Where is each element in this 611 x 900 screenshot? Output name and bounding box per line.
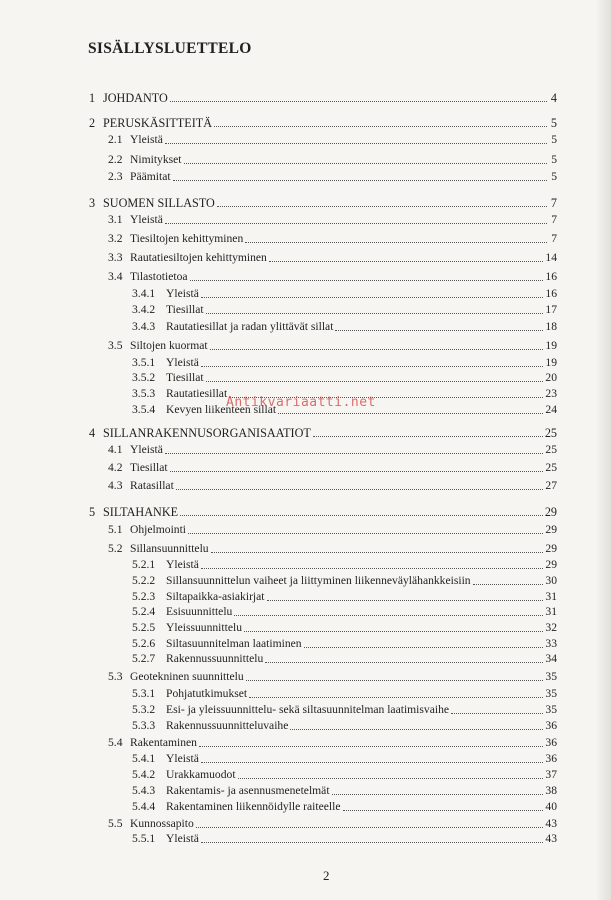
toc-leader-dots (245, 242, 547, 243)
toc-entry (132, 652, 557, 666)
toc-entry (108, 817, 557, 831)
toc-entry-page: 7 (551, 213, 557, 226)
page-number: 2 (323, 868, 330, 883)
toc-entry (132, 320, 557, 334)
toc-entry-page: 19 (545, 339, 557, 352)
toc-entry-page: 18 (545, 320, 557, 333)
toc-entry-number: 5.2.4 (132, 605, 156, 618)
watermark: Antikvariaatti.net (226, 395, 376, 410)
toc-leader-dots (304, 647, 544, 648)
toc-entry-number: 5 (89, 505, 96, 519)
toc-entry (132, 832, 557, 846)
toc-entry-page: 40 (545, 800, 557, 813)
toc-leader-dots (234, 615, 543, 616)
toc-entry-page: 35 (545, 703, 557, 716)
toc-entry-page: 5 (551, 153, 557, 166)
toc-entry-page: 5 (551, 133, 557, 146)
toc-entry-page: 16 (545, 270, 557, 283)
toc-entry-number: 4 (89, 426, 96, 440)
toc-entry-number: 3.4.2 (132, 303, 156, 316)
toc-entry-label: Esi- ja yleissuunnittelu- sekä siltasuunnitelman laatimisvaihe (166, 703, 450, 716)
toc-leader-dots (180, 515, 543, 516)
toc-entry (132, 752, 557, 766)
toc-entry (108, 736, 557, 750)
toc-entry-label: Rakentaminen (130, 736, 197, 749)
toc-entry (108, 133, 557, 147)
toc-entry-page: 7 (550, 196, 557, 210)
toc-entry-label: Yleistä (130, 443, 163, 456)
toc-entry-number: 5.4.1 (132, 752, 156, 765)
toc-entry-label: Yleistä (166, 356, 199, 369)
toc-entry-number: 3.2 (108, 232, 123, 245)
toc-leader-dots (244, 631, 543, 632)
toc-entry-number: 5.2.5 (132, 621, 156, 634)
toc-leader-dots (451, 713, 543, 714)
toc-entry (108, 670, 557, 684)
toc-leader-dots (206, 313, 544, 314)
toc-leader-dots (217, 206, 547, 207)
toc-entry (132, 800, 557, 814)
toc-leader-dots (184, 163, 547, 164)
toc-entry-label: Kevyen liikenteen sillat (166, 403, 277, 416)
toc-entry-page: 25 (545, 443, 557, 456)
toc-entry-number: 5.4.4 (132, 800, 156, 813)
toc-entry-number: 5.3.1 (132, 687, 156, 700)
toc-entry (132, 574, 557, 588)
toc-entry (132, 637, 557, 651)
toc-entry-number: 2.3 (108, 170, 123, 183)
toc-entry-page: 38 (545, 784, 557, 797)
toc-leader-dots (473, 584, 544, 585)
toc-leader-dots (249, 697, 543, 698)
toc-entry (108, 461, 557, 475)
toc-entry (132, 558, 557, 572)
page-title: SISÄLLYSLUETTELO (88, 40, 252, 57)
toc-entry-number: 5.2.6 (132, 637, 156, 650)
toc-leader-dots (190, 280, 544, 281)
toc-entry (89, 91, 557, 105)
toc-entry-label: Esisuunnittelu (166, 605, 233, 618)
toc-leader-dots (211, 552, 544, 553)
page-edge (597, 0, 611, 900)
toc-entry-label: SILLANRAKENNUSORGANISAATIOT (103, 426, 311, 440)
toc-entry (108, 270, 557, 284)
toc-entry (89, 505, 557, 519)
toc-entry-number: 5.4 (108, 736, 123, 749)
toc-entry-number: 5.2 (108, 542, 123, 555)
toc-entry-number: 3.4.3 (132, 320, 156, 333)
toc-entry-label: Siltojen kuormat (130, 339, 208, 352)
toc-entry-label: Ohjelmointi (130, 523, 187, 536)
toc-leader-dots (201, 762, 544, 763)
toc-leader-dots (278, 413, 543, 414)
toc-entry (89, 196, 557, 210)
toc-entry-page: 25 (545, 461, 557, 474)
toc-leader-dots (173, 180, 547, 181)
toc-entry (132, 719, 557, 733)
toc-entry-number: 3.5 (108, 339, 123, 352)
toc-leader-dots (332, 794, 544, 795)
toc-entry (89, 116, 557, 130)
toc-leader-dots (165, 143, 547, 144)
toc-entry-number: 5.5 (108, 817, 123, 830)
toc-entry-page: 36 (545, 736, 557, 749)
toc-entry-label: Yleistä (166, 287, 199, 300)
toc-entry-page: 16 (545, 287, 557, 300)
toc-entry-page: 30 (545, 574, 557, 587)
toc-entry-number: 5.2.1 (132, 558, 156, 571)
toc-entry-number: 3.5.1 (132, 356, 156, 369)
toc-entry-number: 1 (89, 91, 96, 105)
toc-entry-page: 31 (545, 590, 557, 603)
toc-leader-dots (343, 810, 544, 811)
toc-entry-label: Rakennussuunnittelu (166, 652, 264, 665)
toc-entry (132, 605, 557, 619)
toc-entry-number: 3.4.1 (132, 287, 156, 300)
toc-entry-number: 5.3 (108, 670, 123, 683)
toc-leader-dots (267, 600, 544, 601)
toc-entry (132, 768, 557, 782)
toc-entry-label: Urakkamuodot (166, 768, 236, 781)
toc-entry (132, 303, 557, 317)
toc-leader-dots (238, 778, 544, 779)
toc-entry (132, 287, 557, 301)
toc-entry (108, 443, 557, 457)
toc-entry (89, 426, 557, 440)
toc-entry-number: 2 (89, 116, 96, 130)
toc-entry-page: 5 (550, 116, 557, 130)
toc-entry (108, 170, 557, 184)
toc-entry (132, 621, 557, 635)
toc-entry-number: 4.1 (108, 443, 123, 456)
toc-entry-label: Tiesillat (166, 371, 204, 384)
toc-leader-dots (170, 101, 547, 102)
toc-entry-number: 5.2.2 (132, 574, 156, 587)
toc-entry-label: Siltasuunnitelman laatiminen (166, 637, 302, 650)
toc-leader-dots (188, 533, 543, 534)
toc-entry-page: 36 (545, 719, 557, 732)
toc-entry-label: PERUSKÄSITTEITÄ (103, 116, 213, 130)
toc-entry-label: Yleistä (166, 558, 199, 571)
toc-entry-page: 29 (545, 558, 557, 571)
toc-entry (108, 213, 557, 227)
toc-entry-label: Rautatiesiltojen kehittyminen (130, 251, 267, 264)
toc-entry-number: 5.4.2 (132, 768, 156, 781)
toc-leader-dots (210, 349, 544, 350)
toc-entry-page: 31 (545, 605, 557, 618)
toc-entry (132, 356, 557, 370)
toc-entry-number: 4.3 (108, 479, 123, 492)
toc-entry-number: 5.3.2 (132, 703, 156, 716)
toc-entry-number: 3.5.3 (132, 387, 156, 400)
toc-entry-label: Yleistä (130, 213, 163, 226)
toc-entry-number: 3 (89, 196, 96, 210)
toc-entry-label: Rautatiesillat (166, 387, 228, 400)
toc-entry (108, 339, 557, 353)
toc-entry-page: 14 (545, 251, 557, 264)
toc-leader-dots (170, 471, 544, 472)
toc-entry-number: 3.5.2 (132, 371, 156, 384)
toc-leader-dots (269, 261, 544, 262)
toc-entry (132, 371, 557, 385)
toc-entry-page: 19 (545, 356, 557, 369)
toc-leader-dots (165, 223, 547, 224)
toc-entry-label: SUOMEN SILLASTO (103, 196, 215, 210)
toc-entry-label: Siltapaikka-asiakirjat (166, 590, 265, 603)
toc-leader-dots (165, 453, 544, 454)
toc-entry-page: 7 (551, 232, 557, 245)
toc-entry-number: 3.4 (108, 270, 123, 283)
toc-entry (108, 523, 557, 537)
toc-entry-label: Yleistä (166, 832, 199, 845)
toc-entry-number: 5.2.7 (132, 652, 156, 665)
toc-entry-label: JOHDANTO (103, 91, 168, 105)
toc-entry-page: 5 (551, 170, 557, 183)
toc-entry-label: Pohjatutkimukset (166, 687, 248, 700)
toc-entry-number: 5.2.3 (132, 590, 156, 603)
toc-entry-page: 27 (545, 479, 557, 492)
toc-entry-label: Sillansuunnittelun vaiheet ja liittyminen liikenneväylähankkeisiin (166, 574, 471, 587)
toc-entry-page: 43 (545, 832, 557, 845)
toc-entry-number: 3.3 (108, 251, 123, 264)
toc-leader-dots (214, 126, 547, 127)
toc-entry-number: 5.1 (108, 523, 123, 536)
toc-entry (108, 153, 557, 167)
toc-entry-label: SILTAHANKE (103, 505, 179, 519)
toc-entry-page: 25 (544, 426, 557, 440)
toc-entry (132, 784, 557, 798)
toc-leader-dots (290, 729, 543, 730)
toc-entry-label: Yleistä (130, 133, 163, 146)
toc-entry-label: Rautatiesillat ja radan ylittävät sillat (166, 320, 334, 333)
toc-entry-page: 33 (545, 637, 557, 650)
toc-entry-label: Tiesillat (166, 303, 204, 316)
toc-entry-label: Tilastotietoa (130, 270, 188, 283)
toc-entry-label: Sillansuunnittelu (130, 542, 209, 555)
toc-leader-dots (313, 436, 543, 437)
toc-entry-label: Nimitykset (130, 153, 182, 166)
toc-entry-page: 20 (545, 371, 557, 384)
toc-leader-dots (199, 746, 543, 747)
toc-entry-label: Yleissuunnittelu (166, 621, 242, 634)
toc-leader-dots (246, 680, 544, 681)
toc-leader-dots (201, 842, 544, 843)
toc-entry-label: Ratasillat (130, 479, 174, 492)
toc-entry-page: 24 (545, 403, 557, 416)
toc-leader-dots (206, 381, 544, 382)
toc-entry-label: Rakentamis- ja asennusmenetelmät (166, 784, 330, 797)
toc-entry-label: Tiesiltojen kehittyminen (130, 232, 244, 245)
toc-entry-label: Päämitat (130, 170, 171, 183)
toc-leader-dots (196, 827, 544, 828)
toc-leader-dots (201, 297, 544, 298)
toc-entry (108, 232, 557, 246)
toc-leader-dots (335, 330, 543, 331)
toc-entry (132, 687, 557, 701)
toc-leader-dots (265, 662, 543, 663)
toc-entry (108, 251, 557, 265)
toc-entry (132, 703, 557, 717)
toc-entry-label: Kunnossapito (130, 817, 194, 830)
toc-entry-page: 29 (545, 523, 557, 536)
toc-entry-label: Rakentaminen liikennöidylle raiteelle (166, 800, 341, 813)
toc-entry-number: 5.4.3 (132, 784, 156, 797)
toc-entry-label: Geotekninen suunnittelu (130, 670, 244, 683)
toc-entry-number: 4.2 (108, 461, 123, 474)
toc-entry-page: 37 (545, 768, 557, 781)
toc-leader-dots (176, 489, 544, 490)
toc-entry-page: 34 (545, 652, 557, 665)
toc-entry-number: 2.2 (108, 153, 123, 166)
toc-entry-page: 29 (544, 505, 557, 519)
toc-entry-page: 43 (545, 817, 557, 830)
toc-entry (108, 542, 557, 556)
toc-entry (132, 590, 557, 604)
toc-entry-number: 5.5.1 (132, 832, 156, 845)
toc-entry (108, 479, 557, 493)
toc-leader-dots (201, 366, 544, 367)
toc-entry-page: 35 (545, 687, 557, 700)
toc-entry-page: 4 (550, 91, 557, 105)
toc-entry-page: 17 (545, 303, 557, 316)
toc-entry-number: 5.3.3 (132, 719, 156, 732)
toc-entry-number: 2.1 (108, 133, 123, 146)
toc-entry-page: 35 (545, 670, 557, 683)
toc-entry-page: 32 (545, 621, 557, 634)
toc-entry-number: 3.5.4 (132, 403, 156, 416)
toc-entry-number: 3.1 (108, 213, 123, 226)
toc-entry-label: Yleistä (166, 752, 199, 765)
toc-entry-page: 36 (545, 752, 557, 765)
toc-leader-dots (201, 568, 544, 569)
toc-entry-page: 29 (545, 542, 557, 555)
toc-entry-label: Tiesillat (130, 461, 168, 474)
toc-entry-label: Rakennussuunnitteluvaihe (166, 719, 289, 732)
toc-entry-page: 23 (545, 387, 557, 400)
